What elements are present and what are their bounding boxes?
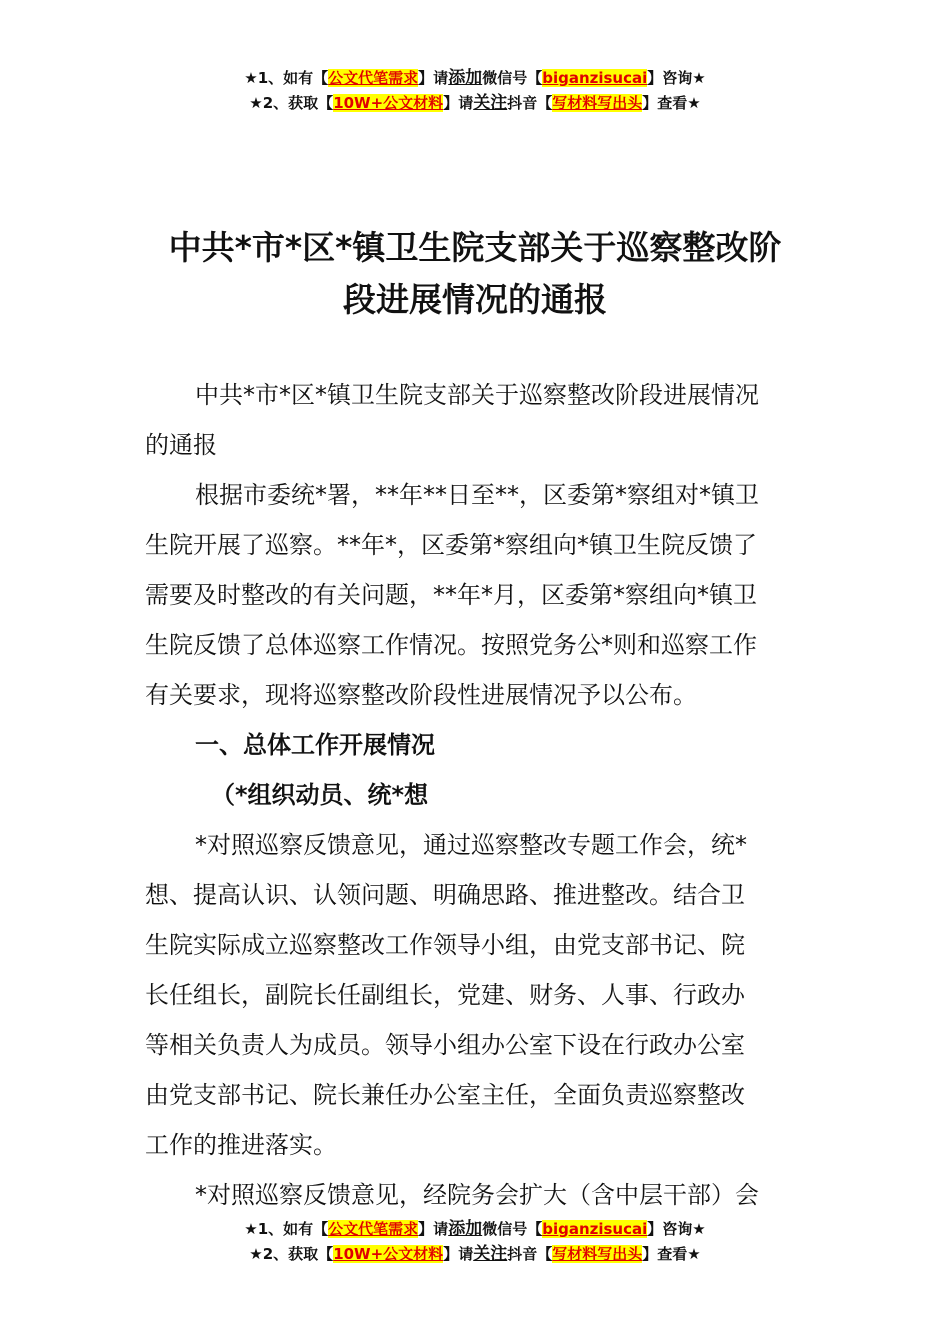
body-line: 生院反馈了总体巡察工作情况。按照党务公*则和巡察工作: [145, 631, 757, 659]
banner-text: ★2、获取【: [249, 1245, 334, 1263]
body-line: *对照巡察反馈意见，经院务会扩大（含中层干部）会: [195, 1181, 759, 1209]
banner-text: 抖音【: [507, 94, 553, 112]
banner-highlight: 10W+公文材料: [333, 1245, 444, 1263]
banner-line-2: [0, 91, 950, 116]
banner-highlight: 公文代笔需求: [328, 1220, 419, 1238]
body-line: 工作的推进落实。: [145, 1131, 337, 1159]
banner-text: 】咨询★: [647, 1220, 706, 1238]
body-line: 中共*市*区*镇卫生院支部关于巡察整改阶段进展情况: [195, 381, 759, 409]
title-line-2: 段进展情况的通报: [343, 280, 607, 319]
banner-text: 】咨询★: [647, 69, 706, 87]
header-banner: [0, 66, 950, 116]
banner-text: 微信号【: [482, 69, 543, 87]
banner-highlight: 写材料写出头: [552, 1245, 643, 1263]
banner-highlight: biganzisucai: [542, 1220, 648, 1238]
banner-emphasis: 关注: [473, 1244, 508, 1264]
banner-text: 】查看★: [642, 94, 701, 112]
banner-text: 抖音【: [507, 1245, 553, 1263]
section-heading: 一、总体工作开展情况: [195, 731, 435, 759]
banner-text: 】请: [418, 69, 449, 87]
body-line: 长任组长，副院长任副组长，党建、财务、人事、行政办: [145, 981, 745, 1009]
body-line: 由党支部书记、院长兼任办公室主任，全面负责巡察整改: [145, 1081, 745, 1109]
banner-text: ★2、获取【: [249, 94, 334, 112]
body-line: 的通报: [145, 431, 217, 459]
body-line: 生院开展了巡察。**年*，区委第*察组向*镇卫生院反馈了: [145, 531, 757, 559]
banner-text: ★1、如有【: [244, 1220, 329, 1238]
banner-highlight: 10W+公文材料: [333, 94, 444, 112]
banner-highlight: 公文代笔需求: [328, 69, 419, 87]
body-line: 想、提高认识、认领问题、明确思路、推进整改。结合卫: [145, 881, 745, 909]
banner-text: 】请: [443, 94, 474, 112]
banner-emphasis: 关注: [473, 93, 508, 113]
body-line: 有关要求，现将巡察整改阶段性进展情况予以公布。: [145, 681, 697, 709]
footer-banner: [0, 1217, 950, 1267]
banner-emphasis: 添加: [448, 1219, 483, 1239]
banner-highlight: 写材料写出头: [552, 94, 643, 112]
banner-emphasis: 添加: [448, 68, 483, 88]
body-line: 生院实际成立巡察整改工作领导小组，由党支部书记、院: [145, 931, 745, 959]
banner-line-2: [0, 1242, 950, 1267]
body-line: 根据市委统*署，**年**日至**，区委第*察组对*镇卫: [195, 481, 759, 509]
banner-text: 】请: [443, 1245, 474, 1263]
body-line: 等相关负责人为成员。领导小组办公室下设在行政办公室: [145, 1031, 745, 1059]
body-line: *对照巡察反馈意见，通过巡察整改专题工作会，统*: [195, 831, 747, 859]
document-title: [140, 222, 810, 326]
banner-text: ★1、如有【: [244, 69, 329, 87]
subsection-heading: （*组织动员、统*想: [211, 781, 429, 809]
document-body: [145, 370, 810, 1220]
body-line: 需要及时整改的有关问题，**年*月，区委第*察组向*镇卫: [145, 581, 757, 609]
banner-highlight: biganzisucai: [542, 69, 648, 87]
title-line-1: 中共*市*区*镇卫生院支部关于巡察整改阶: [168, 228, 782, 267]
banner-line-1: [0, 1217, 950, 1242]
banner-text: 微信号【: [482, 1220, 543, 1238]
banner-text: 】查看★: [642, 1245, 701, 1263]
banner-line-1: [0, 66, 950, 91]
banner-text: 】请: [418, 1220, 449, 1238]
